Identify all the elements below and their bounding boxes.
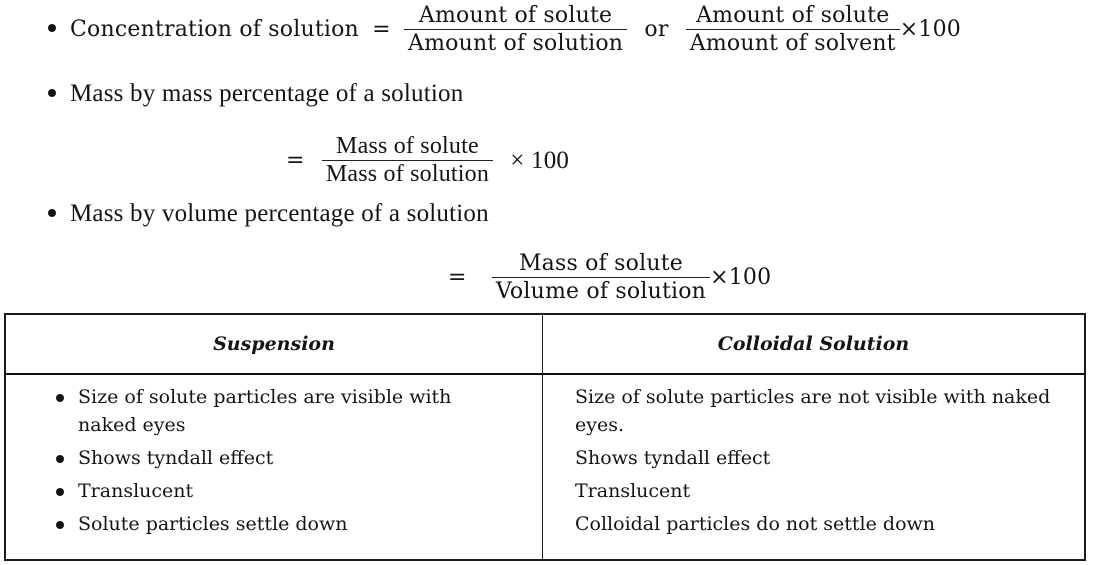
fraction-denominator: Mass of solution — [325, 161, 490, 187]
mass-by-mass-heading — [48, 80, 463, 108]
list-item: Size of solute particles are visible with naked eyes — [56, 383, 542, 439]
equals-sign: = — [448, 265, 467, 290]
equals-sign: = — [286, 148, 305, 173]
or-text: or — [644, 17, 669, 42]
fraction-numerator: Amount of solute — [404, 2, 627, 30]
suspension-cell — [5, 374, 543, 560]
fraction-denominator: Amount of solution — [407, 31, 624, 56]
list-item: Solute particles settle down — [56, 510, 542, 538]
list-item: Shows tyndall effect — [575, 447, 771, 469]
multiplier: ×100 — [710, 265, 772, 290]
bullet-icon — [48, 89, 56, 97]
colloidal-list — [543, 383, 1084, 538]
fraction-denominator: Volume of solution — [495, 279, 707, 304]
suspension-list — [6, 383, 542, 538]
mass-by-mass-label: Mass by mass percentage of a solution — [70, 80, 464, 107]
fraction-denominator: Amount of solvent — [689, 31, 896, 56]
list-item: Size of solute particles are not visible with naked eyes. — [575, 386, 1051, 436]
bullet-icon — [48, 209, 56, 217]
mass-by-volume-heading — [48, 200, 489, 228]
mass-by-volume-formula — [448, 250, 771, 305]
multiplier: ×100 — [899, 17, 961, 42]
fraction-numerator: Mass of solute — [492, 250, 710, 278]
concentration-formula — [48, 2, 961, 57]
table-row — [5, 374, 1085, 560]
fraction-numerator: Amount of solute — [686, 2, 900, 30]
list-item: Shows tyndall effect — [56, 444, 542, 472]
fraction-solute-over-solution — [404, 2, 627, 57]
bullet-icon — [48, 24, 56, 32]
list-item: Colloidal particles do not settle down — [575, 513, 936, 535]
fraction-solute-over-solvent — [686, 2, 900, 57]
colloidal-cell — [543, 374, 1086, 560]
concentration-label: Concentration of solution — [70, 17, 359, 42]
table-header-row — [5, 314, 1085, 374]
list-item: Translucent — [56, 477, 542, 505]
fraction-mass-by-mass — [322, 133, 493, 188]
fraction-mass-by-volume — [492, 250, 710, 305]
mass-by-mass-formula — [286, 133, 569, 188]
header-suspension: Suspension — [5, 314, 543, 374]
comparison-table — [4, 313, 1086, 561]
header-colloidal-solution: Colloidal Solution — [543, 314, 1086, 374]
equals-sign: = — [372, 17, 391, 42]
mass-by-volume-label: Mass by volume percentage of a solution — [70, 200, 489, 227]
list-item: Translucent — [575, 480, 691, 502]
multiplier: × 100 — [510, 146, 570, 174]
fraction-numerator: Mass of solute — [322, 133, 493, 161]
